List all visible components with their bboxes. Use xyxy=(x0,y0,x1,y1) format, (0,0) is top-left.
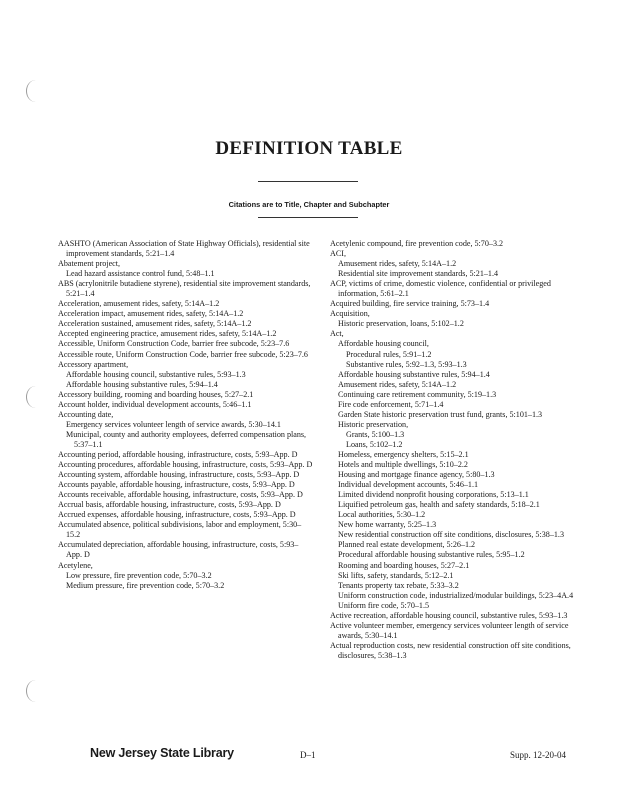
definition-entry: Accrual basis, affordable housing, infrastructure, costs, 5:93–App. D xyxy=(58,500,281,510)
right-column xyxy=(330,239,588,661)
definition-entry: Amusement rides, safety, 5:14A–1.2 xyxy=(338,259,457,269)
definition-entry: Accounts payable, affordable housing, infrastructure, costs, 5:93–App. D xyxy=(58,480,295,490)
library-stamp: New Jersey State Library xyxy=(90,746,234,760)
definition-entry: Housing and mortgage finance agency, 5:80–1.3 xyxy=(338,470,495,480)
definition-entry: Acetylene, xyxy=(58,560,93,570)
left-column xyxy=(58,239,314,591)
definition-entry: Tenants property tax rebate, 5:33–3.2 xyxy=(338,580,459,590)
definition-entry: Acquired building, fire service training, 5:73–1.4 xyxy=(330,299,490,309)
definition-entry: Accumulated absence, political subdivisions, labor and employment, 5:30–15.2 xyxy=(58,520,302,540)
definition-entry: Accessory apartment, xyxy=(58,359,129,369)
definition-entry: Actual reproduction costs, new residential construction off site conditions, disclosures, 5:38–1.3 xyxy=(330,640,571,660)
definition-entry: Continuing care retirement community, 5:19–1.3 xyxy=(338,389,497,399)
definition-entry: Accounting system, affordable housing, infrastructure, costs, 5:93–App. D xyxy=(58,470,300,480)
title-rule-top xyxy=(258,181,358,182)
definition-entry: Accounts receivable, affordable housing, infrastructure, costs, 5:93–App. D xyxy=(58,490,303,500)
title-rule-bottom xyxy=(258,217,358,218)
page-number: D–1 xyxy=(300,750,316,760)
definition-entry: Accounting date, xyxy=(58,409,114,419)
definition-entry: Garden State historic preservation trust fund, grants, 5:101–1.3 xyxy=(338,409,543,419)
definition-entry: Accessible route, Uniform Construction Code, barrier free subcode, 5:23–7.6 xyxy=(58,349,308,359)
definition-entry: Acetylenic compound, fire prevention code, 5:70–3.2 xyxy=(330,239,504,248)
definition-entry: Rooming and boarding houses, 5:27–2.1 xyxy=(338,560,470,570)
definition-entry: ABS (acrylonitrile butadiene styrene), residential site improvement standards, 5:21–1.4 xyxy=(58,279,311,299)
page-subtitle: Citations are to Title, Chapter and Subchapter xyxy=(228,200,390,209)
definition-entry: Accounting period, affordable housing, infrastructure, costs, 5:93–App. D xyxy=(58,449,298,459)
definition-entry: Substantive rules, 5:92–1.3, 5:93–1.3 xyxy=(346,359,467,369)
definition-entry: Affordable housing substantive rules, 5:94–1.4 xyxy=(338,369,490,379)
definition-entry: Active volunteer member, emergency services volunteer length of service awards, 5:30–14.1 xyxy=(330,620,569,640)
definition-entry: Residential site improvement standards, 5:21–1.4 xyxy=(338,269,499,279)
definition-entry: Amusement rides, safety, 5:14A–1.2 xyxy=(338,379,457,389)
definition-entry: Accounting procedures, affordable housing, infrastructure, costs, 5:93–App. D xyxy=(58,460,313,470)
punch-hole-mark xyxy=(26,680,45,702)
definition-entry: Ski lifts, safety, standards, 5:12–2.1 xyxy=(338,570,454,580)
definition-entry: Hotels and multiple dwellings, 5:10–2.2 xyxy=(338,460,468,470)
definition-entry: ACI, xyxy=(330,249,346,259)
punch-hole-mark xyxy=(26,386,45,408)
definition-entry: AASHTO (American Association of State Highway Officials), residential site improvement standards, 5:21–1.4 xyxy=(58,239,310,259)
definition-entry: Uniform fire code, 5:70–1.5 xyxy=(338,600,430,610)
definition-entry: Low pressure, fire prevention code, 5:70–3.2 xyxy=(66,570,212,580)
definition-entry: Accessory building, rooming and boarding houses, 5:27–2.1 xyxy=(58,389,254,399)
definition-entry: Individual development accounts, 5:46–1.1 xyxy=(338,480,479,490)
definition-entry: Accumulated depreciation, affordable housing, infrastructure, costs, 5:93–App. D xyxy=(58,540,299,560)
definition-entry: ACP, victims of crime, domestic violence, confidential or privileged information, 5:61–2.1 xyxy=(330,279,551,299)
definition-entry: Accepted engineering practice, amusement rides, safety, 5:14A–1.2 xyxy=(58,329,277,339)
punch-hole-mark xyxy=(26,80,45,102)
definition-entry: Act, xyxy=(330,329,344,339)
definition-entry: Historic preservation, xyxy=(338,419,409,429)
definition-entry: Homeless, emergency shelters, 5:15–2.1 xyxy=(338,449,469,459)
definition-entry: Affordable housing substantive rules, 5:94–1.4 xyxy=(66,379,218,389)
definition-entry: Active recreation, affordable housing council, substantive rules, 5:93–1.3 xyxy=(330,610,568,620)
definition-entry: Procedural rules, 5:91–1.2 xyxy=(346,349,432,359)
definition-entry: Affordable housing council, xyxy=(338,339,429,349)
definition-entry: Acquisition, xyxy=(330,309,370,319)
definition-entry: Liquified petroleum gas, health and safety standards, 5:18–2.1 xyxy=(338,500,540,510)
definition-entry: Acceleration sustained, amusement rides, safety, 5:14A–1.2 xyxy=(58,319,252,329)
definition-entry: Fire code enforcement, 5:71–1.4 xyxy=(338,399,444,409)
definition-entry: Local authorities, 5:30–1.2 xyxy=(338,510,426,520)
definition-entry: Accessible, Uniform Construction Code, barrier free subcode, 5:23–7.6 xyxy=(58,339,290,349)
definition-entry: Procedural affordable housing substantive rules, 5:95–1.2 xyxy=(338,550,525,560)
definition-entry: Accrued expenses, affordable housing, infrastructure, costs, 5:93–App. D xyxy=(58,510,296,520)
definition-entry: Medium pressure, fire prevention code, 5:70–3.2 xyxy=(66,580,225,590)
definition-entry: New home warranty, 5:25–1.3 xyxy=(338,520,437,530)
definition-entry: Planned real estate development, 5:26–1.2 xyxy=(338,540,476,550)
definition-entry: Affordable housing council, substantive rules, 5:93–1.3 xyxy=(66,369,246,379)
definition-entry: Abatement project, xyxy=(58,259,121,269)
definition-entry: Uniform construction code, industrialized/modular buildings, 5:23–4A.4 xyxy=(338,590,574,600)
definition-entry: New residential construction off site conditions, disclosures, 5:38–1.3 xyxy=(338,530,564,540)
definition-entry: Municipal, county and authority employees, deferred compensation plans, 5:37–1.1 xyxy=(66,429,307,449)
definition-entry: Acceleration, amusement rides, safety, 5:14A–1.2 xyxy=(58,299,220,309)
definition-entry: Historic preservation, loans, 5:102–1.2 xyxy=(338,319,464,329)
definition-entry: Account holder, individual development accounts, 5:46–1.1 xyxy=(58,399,252,409)
definition-entry: Limited dividend nonprofit housing corporations, 5:13–1.1 xyxy=(338,490,529,500)
definition-entry: Lead hazard assistance control fund, 5:48–1.1 xyxy=(66,269,215,279)
supplement-date: Supp. 12-20-04 xyxy=(510,750,566,760)
definition-entry: Grants, 5:100–1.3 xyxy=(346,429,405,439)
page-title: DEFINITION TABLE xyxy=(215,138,403,159)
definition-entry: Emergency services volunteer length of service awards, 5:30–14.1 xyxy=(66,419,281,429)
definition-entry: Loans, 5:102–1.2 xyxy=(346,439,403,449)
definition-entry: Acceleration impact, amusement rides, safety, 5:14A–1.2 xyxy=(58,309,244,319)
